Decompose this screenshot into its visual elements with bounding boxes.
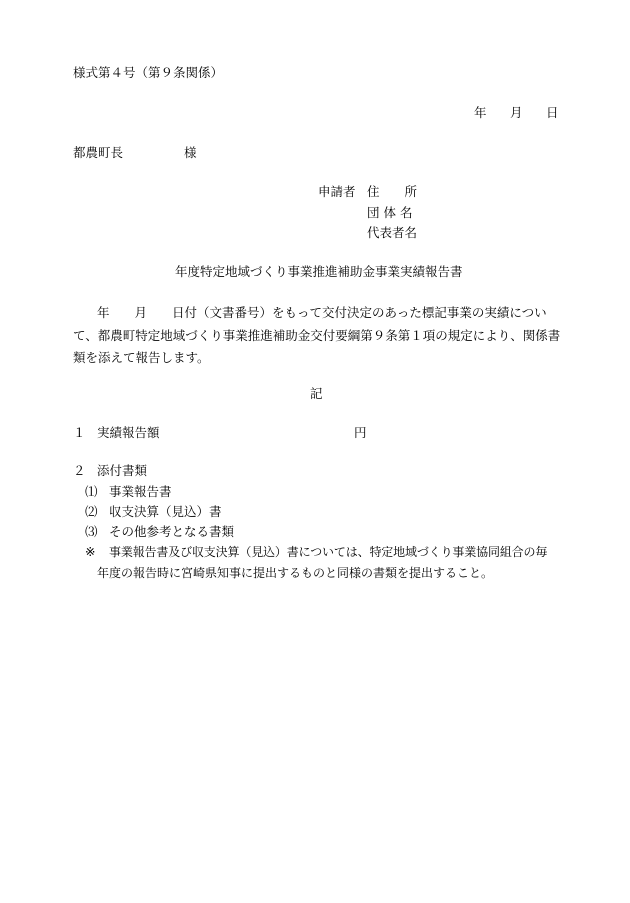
doc-item-text: その他参考となる書類 bbox=[109, 524, 235, 539]
ki-heading: 記 bbox=[310, 386, 323, 401]
item1-number: １ bbox=[73, 425, 86, 440]
applicant-org-label: 団 体 名 bbox=[367, 205, 413, 220]
date-month-label: 月 bbox=[510, 105, 523, 120]
doc-item-number: ⑵ bbox=[85, 504, 98, 519]
form-id: 様式第４号（第９条関係） bbox=[73, 65, 224, 80]
date-day-label: 日 bbox=[546, 105, 559, 120]
note-line-2: 年度の報告時に宮崎県知事に提出するものと同様の書類を提出すること。 bbox=[97, 566, 494, 580]
addressee-honorific: 様 bbox=[184, 145, 197, 160]
addressee-name: 都農町長 bbox=[73, 145, 124, 160]
body-paragraph: 年 月 日付（文書番号）をもって交付決定のあった標記事業の実績について、都農町特定地域づくり事業推進補助金交付要綱第９条第１項の規定により、関係書類を添えて報告します。 bbox=[73, 305, 561, 365]
item2-label: 添付書類 bbox=[97, 463, 148, 478]
item1-label: 実績報告額 bbox=[97, 425, 160, 440]
applicant-address-label: 住 所 bbox=[367, 184, 418, 199]
doc-item-text: 収支決算（見込）書 bbox=[109, 504, 222, 519]
applicant-label: 申請者 bbox=[318, 184, 356, 199]
doc-item-number: ⑴ bbox=[85, 484, 98, 499]
applicant-rep-label: 代表者名 bbox=[367, 225, 418, 240]
doc-item-text: 事業報告書 bbox=[109, 484, 172, 499]
item2-number: ２ bbox=[73, 463, 86, 478]
note-line-1: 事業報告書及び収支決算（見込）書については、特定地域づくり事業協同組合の毎 bbox=[109, 545, 548, 559]
document-title: 年度特定地域づくり事業推進補助金事業実績報告書 bbox=[175, 264, 463, 279]
note-mark: ※ bbox=[85, 544, 96, 559]
doc-item-number: ⑶ bbox=[85, 524, 98, 539]
item1-unit: 円 bbox=[354, 425, 367, 440]
date-year-label: 年 bbox=[474, 105, 487, 120]
